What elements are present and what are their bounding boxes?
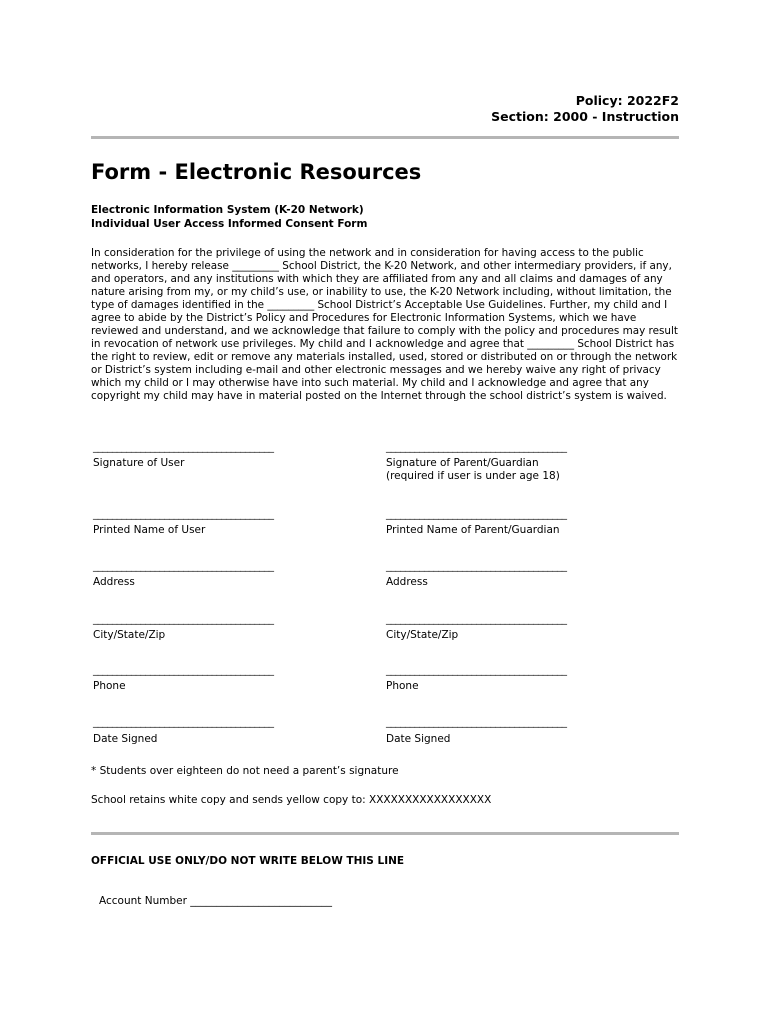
city-parent-label: City/State/Zip <box>386 629 459 641</box>
official-use-heading: OFFICIAL USE ONLY/DO NOT WRITE BELOW THIS LINE <box>91 855 405 867</box>
date-parent-label: Date Signed <box>386 733 451 745</box>
signature-parent-label <box>386 457 560 483</box>
copy-note: School retains white copy and sends yellow copy to: XXXXXXXXXXXXXXXXX <box>91 794 492 806</box>
form-subtitle <box>91 204 367 231</box>
students-note: * Students over eighteen do not need a parent’s signature <box>91 765 399 777</box>
bottom-divider <box>91 832 679 835</box>
phone-parent-label: Phone <box>386 680 419 692</box>
address-parent-line[interactable]: ______________________________________ <box>386 560 567 572</box>
policy-number: Policy: 2022F2 <box>575 93 679 108</box>
signature-user-line[interactable]: ______________________________________ <box>93 441 274 453</box>
subtitle-line-2: Individual User Access Informed Consent Form <box>91 217 368 230</box>
address-user-label: Address <box>93 576 135 588</box>
city-parent-line[interactable]: ______________________________________ <box>386 613 567 625</box>
top-divider <box>91 136 679 139</box>
city-user-label: City/State/Zip <box>93 629 166 641</box>
consent-paragraph: In consideration for the privilege of using the network and in consideration for having access to the public networks, I hereby release _________ School District, the K-20 Network, and other intermediary providers, if any, and operators, and any institutions with which they are affiliated from any and all claims and damages of any nature arising from my, or my child’s use, or inability to use, the K-20 Network including, without limitation, the type of damages identified in the _________ School District’s Acceptable Use Guidelines. Further, my child and I agree to abide by the District’s Policy and Procedures for Electronic Information Systems, which we have reviewed and understand, and we acknowledge that failure to comply with the policy and procedures may result in revocation of network use privileges. My child and I acknowledge and agree that _________ School District has the right to review, edit or remove any materials installed, used, stored or distributed on or through the network or District’s system including e-mail and other electronic messages and we hereby waive any right of privacy which my child or I may otherwise have into such material. My child and I acknowledge and agree that any copyright my child may have in material posted on the Internet through the school district’s system is waived. <box>91 247 678 402</box>
date-user-label: Date Signed <box>93 733 158 745</box>
phone-parent-line[interactable]: ______________________________________ <box>386 664 567 676</box>
phone-user-label: Phone <box>93 680 126 692</box>
city-user-line[interactable]: ______________________________________ <box>93 613 274 625</box>
section-label: Section: 2000 - Instruction <box>491 109 679 124</box>
date-user-line[interactable]: ______________________________________ <box>93 716 274 728</box>
address-parent-label: Address <box>386 576 428 588</box>
signature-parent-note: (required if user is under age 18) <box>386 470 560 482</box>
printed-name-parent-line[interactable]: ______________________________________ <box>386 508 567 520</box>
subtitle-line-1: Electronic Information System (K-20 Network) <box>91 204 364 216</box>
printed-name-user-line[interactable]: ______________________________________ <box>93 508 274 520</box>
address-user-line[interactable]: ______________________________________ <box>93 560 274 572</box>
policy-header <box>491 93 679 125</box>
printed-name-parent-label: Printed Name of Parent/Guardian <box>386 524 560 536</box>
date-parent-line[interactable]: ______________________________________ <box>386 716 567 728</box>
signature-parent-line[interactable]: ______________________________________ <box>386 441 567 453</box>
account-number-field[interactable]: Account Number ___________________________ <box>99 895 332 907</box>
signature-user-label: Signature of User <box>93 457 185 469</box>
signature-parent-title: Signature of Parent/Guardian <box>386 457 539 469</box>
page-title: Form - Electronic Resources <box>91 160 422 184</box>
phone-user-line[interactable]: ______________________________________ <box>93 664 274 676</box>
printed-name-user-label: Printed Name of User <box>93 524 206 536</box>
